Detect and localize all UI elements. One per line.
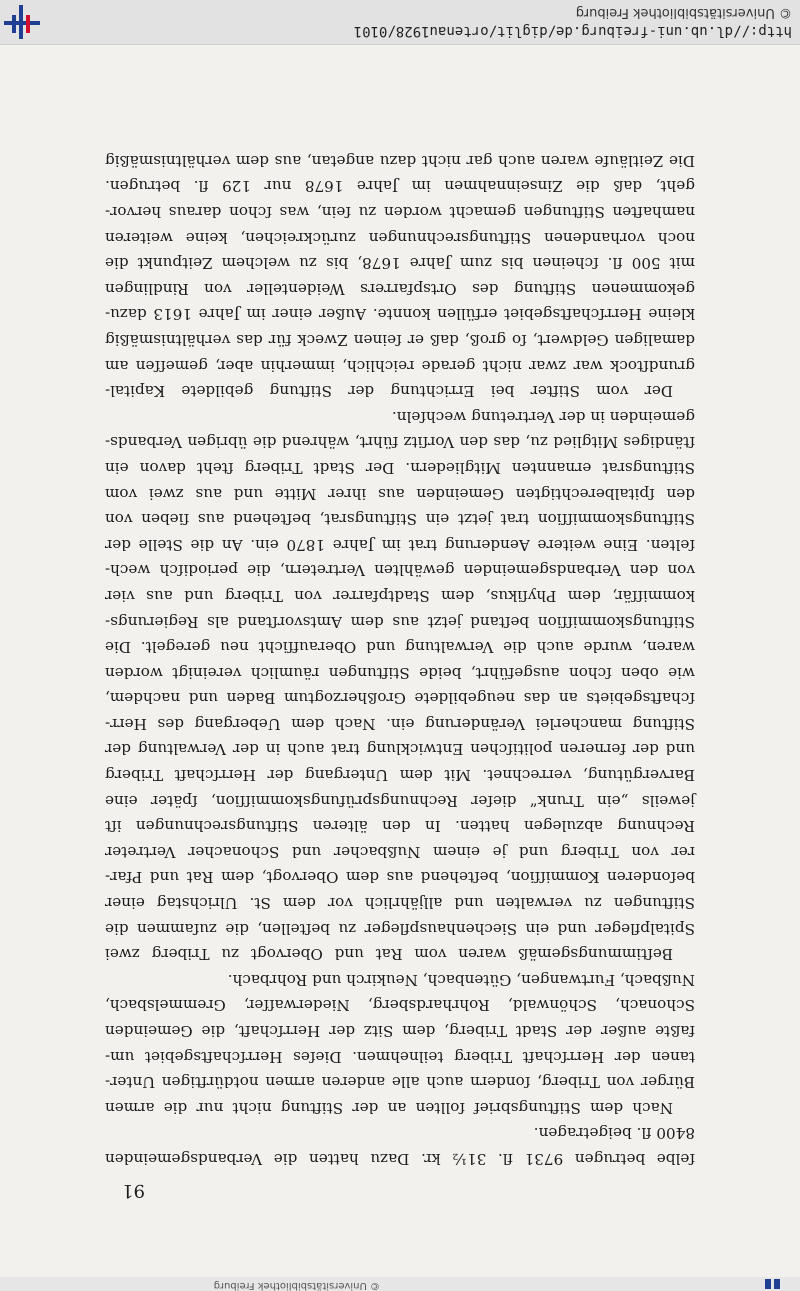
page-body-text <box>105 147 695 1171</box>
text-line: waren, wurde auch die Verwaltung und Oberaufſicht neu geregelt. Die <box>105 638 695 657</box>
text-line: gemeinden in der Vertretung wechſeln. <box>391 407 695 426</box>
text-line: von den Verbandsgemeinden gewählten Vertretern, die periodiſch wech- <box>105 561 695 580</box>
text-line: Beſtimmungsgemäß waren vom Rat und Obervogt zu Triberg zwei <box>105 945 673 964</box>
text-line: Stiftungsrat ernannten Mitgliedern. Der Stadt Triberg ſteht davon ein <box>105 458 695 477</box>
text-line: Bürger von Triberg, ſondern auch alle anderen armen notdürftigen Unter- <box>105 1073 695 1092</box>
text-line: geht, daß die Zinseinnahmen im Jahre 1678 nur 129 fl. betrugen. <box>105 177 695 196</box>
text-line: Der vom Stifter bei Errichtung der Stiftung gebildete Kapital- <box>105 382 673 401</box>
text-line: noch vorhandenen Stiftungsrechnungen zurückreichen, keine weiteren <box>105 228 695 247</box>
text-line: wie oben ſchon ausgeführt, beide Stiftungen räumlich vereinigt worden <box>105 663 695 682</box>
footer-copyright: © Universitätsbibliothek Freiburg <box>213 1280 380 1291</box>
text-line: 8400 fl. beigetragen. <box>533 1124 695 1143</box>
text-line: jeweils „ein Trunk“ dieſer Rechnungsprüfungskommiſſion, ſpäter eine <box>105 791 695 810</box>
text-line: Stiftungskommiſſion trat jetzt ein Stiftungsrat, beſtehend aus ſieben von <box>105 510 695 529</box>
text-line: namhaften Stiftungen gemacht worden zu ſein, was ſchon daraus hervor- <box>105 203 695 222</box>
text-line: faßte außer der Stadt Triberg, dem Sitz der Herrſchaft, die Gemeinden <box>105 1022 695 1041</box>
page-number: 91 <box>122 1180 145 1201</box>
text-line: beſonderen Kommiſſion, beſtehend aus dem Obervogt, dem Rat und Pfar- <box>105 868 695 887</box>
text-line: Rechnung abzulegen hatten. In den älteren Stiftungsrechnungen iſt <box>105 817 695 836</box>
text-line: ſchaftsgebiets an das neugebildete Großherzogtum Baden und nachdem, <box>105 689 695 708</box>
text-line: Schonach, Schönwald, Rohrhardsberg, Niederwaſſer, Gremmelsbach, <box>105 996 695 1015</box>
text-line: rer von Triberg und je einem Nußbacher und Schonacher Vertreter <box>105 842 695 861</box>
text-line: kleine Herrſchaftsgebiet erfüllen konnte. Außer einer im Jahre 1613 dazu- <box>105 305 695 324</box>
text-line: Stiftungen zu verwalten und alljährlich vor dem St. Ulrichstag einer <box>105 894 695 913</box>
copyright-notice: © Universitätsbibliothek Freiburg <box>575 5 792 20</box>
text-line: mit 500 fl. ſcheinen bis zum Jahre 1678, bis zu welchem Zeitpunkt die <box>105 254 695 273</box>
text-line: tanen der Herrſchaft Triberg teilnehmen. Dieſes Herrſchaftsgebiet um- <box>105 1047 695 1066</box>
text-line: ſelbe betrugen 9731 fl. 31½ kr. Dazu hatten die Verbandsgemeinden <box>105 1150 695 1168</box>
university-logo-icon <box>4 5 40 39</box>
text-line: grundſtock war zwar nicht gerade reichlich, immerhin aber, gemeſſen am <box>105 356 695 375</box>
text-line: Nach dem Stiftungsbrief ſollten an der Stiftung nicht nur die armen <box>105 1098 673 1117</box>
text-line: ſelten. Eine weitere Aenderung trat im Jahre 1870 ein. An die Stelle der <box>105 535 695 554</box>
text-line: Die Zeitläufe waren auch gar nicht dazu angetan, aus dem verhältnismäßig <box>105 151 695 170</box>
page-url[interactable]: http://dl.ub.uni-freiburg.de/diglit/ortenau1928/0101 <box>353 23 792 39</box>
text-line: Stiftung mancherlei Veränderung ein. Nach dem Uebergang des Herr- <box>105 714 695 733</box>
text-line: kommiſſär, dem Phyſikus, dem Stadtpfarrer von Triberg und aus vier <box>105 586 695 605</box>
text-line: den ſpitalberechtigten Gemeinden aus ihrer Mitte und aus zwei vom <box>105 484 695 503</box>
text-line: Stiftungskommiſſion beſtand jetzt aus dem Amtsvorſtand als Regierungs- <box>105 612 695 631</box>
text-line: ſtändiges Mitglied zu, das den Vorſitz führt, während die übrigen Verbands- <box>105 433 695 452</box>
text-line: gekommenen Stiftung des Ortspfarrers Weidenteller von Rindlingen <box>105 279 695 298</box>
text-line: Barvergütung, verrechnet. Mit dem Untergang der Herrſchaft Triberg <box>105 766 695 785</box>
viewer-footer-strip <box>0 1277 800 1291</box>
text-line: Spitalpfleger und ein Siechenhauspfleger zu beſtellen, die zuſammen die <box>105 919 695 938</box>
text-line: Nußbach, Furtwangen, Gütenbach, Neukirch und Rohrbach. <box>227 970 695 989</box>
footer-logo-icon <box>762 1279 780 1289</box>
text-line: damaligen Geldwert, ſo groß, daß er ſeinen Zweck für das verhältnismäßig <box>105 331 695 349</box>
text-line: und der ferneren politiſchen Entwicklung trat auch in der Verwaltung der <box>105 740 695 759</box>
